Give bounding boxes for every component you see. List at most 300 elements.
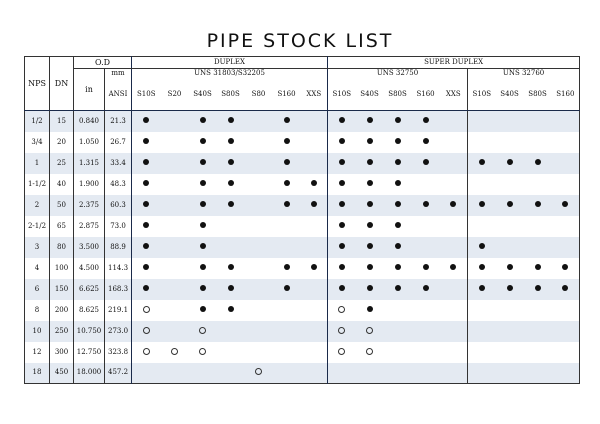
cell-stock-mark: [273, 111, 301, 132]
filled-circle-icon: [228, 117, 234, 123]
cell-stock-mark: [328, 111, 356, 132]
cell-dn: 15: [50, 111, 74, 132]
filled-circle-icon: [143, 243, 149, 249]
filled-circle-icon: [562, 201, 568, 207]
cell-stock-mark: [161, 363, 189, 384]
cell-stock-mark: [356, 111, 384, 132]
cell-stock-mark: [328, 363, 356, 384]
filled-circle-icon: [367, 201, 373, 207]
table-row: [25, 279, 580, 300]
cell-od-mm: 48.3: [105, 174, 132, 195]
filled-circle-icon: [535, 201, 541, 207]
cell-stock-mark: [189, 279, 217, 300]
filled-circle-icon: [423, 159, 429, 165]
header-schedule: S160: [552, 78, 580, 111]
cell-stock-mark: [412, 279, 440, 300]
cell-stock-mark: [273, 342, 301, 363]
cell-stock-mark: [161, 279, 189, 300]
cell-stock-mark: [189, 363, 217, 384]
filled-circle-icon: [395, 201, 401, 207]
filled-circle-icon: [507, 159, 513, 165]
cell-stock-mark: [273, 363, 301, 384]
cell-stock-mark: [412, 111, 440, 132]
cell-stock-mark: [440, 237, 468, 258]
header-od: O.D: [74, 57, 132, 69]
cell-stock-mark: [524, 153, 552, 174]
cell-stock-mark: [301, 363, 328, 384]
cell-dn: 200: [50, 300, 74, 321]
filled-circle-icon: [450, 264, 456, 270]
cell-stock-mark: [328, 321, 356, 342]
cell-stock-mark: [328, 174, 356, 195]
filled-circle-icon: [200, 306, 206, 312]
filled-circle-icon: [339, 243, 345, 249]
cell-stock-mark: [245, 153, 273, 174]
cell-stock-mark: [328, 300, 356, 321]
cell-stock-mark: [524, 363, 552, 384]
cell-stock-mark: [468, 216, 496, 237]
cell-stock-mark: [273, 174, 301, 195]
cell-stock-mark: [301, 321, 328, 342]
cell-stock-mark: [301, 132, 328, 153]
header-schedule: S160: [273, 78, 301, 111]
filled-circle-icon: [143, 285, 149, 291]
table-row: [25, 153, 580, 174]
cell-nps: 8: [34, 305, 40, 314]
header-od-mm: mm: [105, 69, 132, 79]
cell-dn: 150: [50, 279, 74, 300]
cell-od-in: 3.500: [74, 237, 105, 258]
filled-circle-icon: [367, 264, 373, 270]
open-circle-icon: [366, 327, 373, 334]
header-schedule: S80S: [217, 78, 245, 111]
filled-circle-icon: [311, 264, 317, 270]
cell-od-in: 10.750: [74, 321, 105, 342]
cell-od-mm: 88.9: [105, 237, 132, 258]
cell-stock-mark: [496, 195, 524, 216]
header-od-in: in: [74, 69, 105, 111]
filled-circle-icon: [423, 117, 429, 123]
filled-circle-icon: [395, 243, 401, 249]
cell-stock-mark: [189, 153, 217, 174]
cell-stock-mark: [328, 258, 356, 279]
filled-circle-icon: [450, 201, 456, 207]
cell-stock-mark: [356, 237, 384, 258]
cell-stock-mark: [384, 258, 412, 279]
filled-circle-icon: [284, 264, 290, 270]
header-duplex: DUPLEX: [132, 57, 328, 69]
filled-circle-icon: [143, 264, 149, 270]
filled-circle-icon: [395, 117, 401, 123]
table-row: [25, 132, 580, 153]
cell-stock-mark: [328, 153, 356, 174]
header-schedule: S40S: [356, 78, 384, 111]
filled-circle-icon: [228, 159, 234, 165]
cell-dn: 300: [50, 342, 74, 363]
cell-dn: 20: [50, 132, 74, 153]
cell-stock-mark: [356, 321, 384, 342]
cell-stock-mark: [328, 132, 356, 153]
cell-nps: 12: [32, 347, 42, 356]
cell-stock-mark: [412, 258, 440, 279]
cell-stock-mark: [496, 216, 524, 237]
filled-circle-icon: [143, 159, 149, 165]
cell-stock-mark: [356, 342, 384, 363]
cell-stock-mark: [161, 300, 189, 321]
cell-stock-mark: [217, 153, 245, 174]
cell-stock-mark: [468, 258, 496, 279]
cell-stock-mark: [132, 195, 161, 216]
cell-od-mm: 26.7: [105, 132, 132, 153]
filled-circle-icon: [228, 285, 234, 291]
cell-stock-mark: [440, 363, 468, 384]
cell-stock-mark: [384, 153, 412, 174]
page-title: PIPE STOCK LIST: [206, 30, 394, 52]
cell-stock-mark: [440, 174, 468, 195]
cell-stock-mark: [468, 342, 496, 363]
cell-stock-mark: [412, 300, 440, 321]
cell-nps: 6: [25, 279, 50, 300]
cell-stock-mark: [132, 153, 161, 174]
cell-od-mm: 273.0: [105, 321, 132, 342]
cell-od-mm: 168.3: [105, 279, 132, 300]
cell-stock-mark: [468, 321, 496, 342]
cell-stock-mark: [440, 279, 468, 300]
cell-stock-mark: [217, 321, 245, 342]
table-row: [25, 321, 580, 342]
cell-stock-mark: [245, 237, 273, 258]
cell-stock-mark: [328, 342, 356, 363]
filled-circle-icon: [339, 222, 345, 228]
open-circle-icon: [171, 348, 178, 355]
cell-od-in: 12.750: [74, 342, 105, 363]
cell-stock-mark: [524, 279, 552, 300]
cell-stock-mark: [301, 300, 328, 321]
filled-circle-icon: [284, 138, 290, 144]
cell-stock-mark: [217, 342, 245, 363]
filled-circle-icon: [367, 117, 373, 123]
filled-circle-icon: [423, 138, 429, 144]
header-dn: DN: [50, 57, 74, 111]
cell-stock-mark: [245, 195, 273, 216]
cell-stock-mark: [328, 216, 356, 237]
table-row: [25, 300, 580, 321]
cell-stock-mark: [468, 279, 496, 300]
cell-od-in: 1.050: [74, 132, 105, 153]
open-circle-icon: [338, 327, 345, 334]
cell-stock-mark: [132, 363, 161, 384]
cell-nps: 3: [25, 237, 50, 258]
cell-nps: 1: [25, 153, 50, 174]
cell-stock-mark: [161, 174, 189, 195]
cell-stock-mark: [356, 279, 384, 300]
header-schedule: XXS: [440, 78, 468, 111]
cell-stock-mark: [496, 153, 524, 174]
filled-circle-icon: [367, 180, 373, 186]
cell-stock-mark: [245, 363, 273, 384]
cell-stock-mark: [217, 237, 245, 258]
cell-stock-mark: [412, 132, 440, 153]
filled-circle-icon: [200, 138, 206, 144]
cell-stock-mark: [440, 153, 468, 174]
filled-circle-icon: [479, 243, 485, 249]
cell-stock-mark: [189, 111, 217, 132]
filled-circle-icon: [423, 285, 429, 291]
filled-circle-icon: [535, 159, 541, 165]
cell-stock-mark: [273, 132, 301, 153]
cell-stock-mark: [552, 174, 580, 195]
header-super-duplex: SUPER DUPLEX: [328, 57, 580, 69]
cell-stock-mark: [161, 216, 189, 237]
cell-stock-mark: [440, 216, 468, 237]
cell-stock-mark: [217, 363, 245, 384]
filled-circle-icon: [367, 306, 373, 312]
cell-stock-mark: [440, 321, 468, 342]
cell-stock-mark: [161, 132, 189, 153]
open-circle-icon: [143, 348, 150, 355]
cell-stock-mark: [552, 111, 580, 132]
cell-stock-mark: [552, 153, 580, 174]
cell-nps: 10: [25, 321, 50, 342]
filled-circle-icon: [395, 180, 401, 186]
filled-circle-icon: [395, 222, 401, 228]
cell-stock-mark: [189, 321, 217, 342]
header-schedule: S10S: [328, 78, 356, 111]
filled-circle-icon: [143, 201, 149, 207]
cell-stock-mark: [356, 132, 384, 153]
cell-stock-mark: [273, 216, 301, 237]
cell-stock-mark: [524, 300, 552, 321]
cell-stock-mark: [245, 279, 273, 300]
cell-stock-mark: [356, 153, 384, 174]
filled-circle-icon: [395, 264, 401, 270]
filled-circle-icon: [339, 159, 345, 165]
cell-stock-mark: [245, 258, 273, 279]
cell-stock-mark: [524, 342, 552, 363]
cell-stock-mark: [412, 153, 440, 174]
cell-dn: 450: [50, 363, 74, 384]
filled-circle-icon: [367, 222, 373, 228]
cell-dn: 80: [50, 237, 74, 258]
cell-stock-mark: [524, 237, 552, 258]
filled-circle-icon: [284, 285, 290, 291]
filled-circle-icon: [535, 285, 541, 291]
filled-circle-icon: [284, 201, 290, 207]
cell-stock-mark: [217, 195, 245, 216]
cell-stock-mark: [245, 132, 273, 153]
cell-stock-mark: [384, 132, 412, 153]
cell-stock-mark: [384, 279, 412, 300]
filled-circle-icon: [339, 201, 345, 207]
cell-stock-mark: [384, 237, 412, 258]
cell-stock-mark: [356, 195, 384, 216]
cell-stock-mark: [301, 342, 328, 363]
header-schedule: S40S: [496, 78, 524, 111]
filled-circle-icon: [562, 285, 568, 291]
cell-od-mm: 33.4: [105, 153, 132, 174]
cell-stock-mark: [189, 216, 217, 237]
cell-stock-mark: [217, 300, 245, 321]
header-ansi: ANSI: [105, 78, 132, 111]
cell-stock-mark: [273, 300, 301, 321]
filled-circle-icon: [395, 159, 401, 165]
cell-stock-mark: [496, 111, 524, 132]
cell-stock-mark: [245, 111, 273, 132]
filled-circle-icon: [143, 138, 149, 144]
filled-circle-icon: [395, 138, 401, 144]
filled-circle-icon: [143, 180, 149, 186]
cell-stock-mark: [132, 111, 161, 132]
cell-stock-mark: [468, 132, 496, 153]
cell-od-in: 18.000: [74, 363, 105, 384]
open-circle-icon: [366, 348, 373, 355]
filled-circle-icon: [479, 201, 485, 207]
filled-circle-icon: [423, 264, 429, 270]
filled-circle-icon: [367, 159, 373, 165]
cell-stock-mark: [468, 237, 496, 258]
header-schedule: S80S: [524, 78, 552, 111]
cell-dn: 250: [50, 321, 74, 342]
cell-stock-mark: [496, 258, 524, 279]
table-row: [25, 216, 580, 237]
cell-stock-mark: [301, 237, 328, 258]
cell-stock-mark: [496, 237, 524, 258]
filled-circle-icon: [479, 264, 485, 270]
cell-dn: 65: [50, 216, 74, 237]
cell-stock-mark: [496, 321, 524, 342]
cell-stock-mark: [468, 174, 496, 195]
cell-stock-mark: [189, 132, 217, 153]
cell-stock-mark: [189, 195, 217, 216]
filled-circle-icon: [479, 285, 485, 291]
cell-stock-mark: [273, 195, 301, 216]
cell-nps: 2: [25, 195, 50, 216]
cell-stock-mark: [412, 174, 440, 195]
filled-circle-icon: [367, 138, 373, 144]
filled-circle-icon: [367, 243, 373, 249]
cell-stock-mark: [273, 279, 301, 300]
cell-stock-mark: [384, 111, 412, 132]
cell-stock-mark: [552, 216, 580, 237]
cell-stock-mark: [412, 195, 440, 216]
cell-stock-mark: [301, 195, 328, 216]
cell-stock-mark: [245, 216, 273, 237]
table-row: [25, 342, 580, 363]
cell-stock-mark: [496, 300, 524, 321]
cell-stock-mark: [328, 279, 356, 300]
filled-circle-icon: [535, 264, 541, 270]
cell-stock-mark: [132, 216, 161, 237]
cell-stock-mark: [132, 279, 161, 300]
cell-stock-mark: [245, 321, 273, 342]
cell-stock-mark: [328, 237, 356, 258]
filled-circle-icon: [339, 264, 345, 270]
cell-stock-mark: [468, 300, 496, 321]
cell-stock-mark: [440, 300, 468, 321]
cell-od-in: 6.625: [74, 279, 105, 300]
cell-od-mm: 73.0: [105, 216, 132, 237]
cell-stock-mark: [552, 279, 580, 300]
header-uns-sd1: UNS 32750: [328, 69, 468, 79]
cell-stock-mark: [217, 279, 245, 300]
cell-od-mm: 219.1: [105, 300, 132, 321]
header-schedule: S10S: [132, 78, 161, 111]
cell-od-in: 1.900: [74, 174, 105, 195]
cell-stock-mark: [161, 195, 189, 216]
pipe-stock-table: [24, 56, 580, 384]
cell-stock-mark: [189, 258, 217, 279]
cell-stock-mark: [412, 342, 440, 363]
cell-stock-mark: [524, 174, 552, 195]
filled-circle-icon: [284, 117, 290, 123]
cell-od-in: 0.840: [74, 111, 105, 132]
cell-od-in: 2.375: [74, 195, 105, 216]
filled-circle-icon: [367, 285, 373, 291]
table-row: [25, 195, 580, 216]
cell-stock-mark: [132, 174, 161, 195]
open-circle-icon: [338, 348, 345, 355]
filled-circle-icon: [200, 243, 206, 249]
cell-stock-mark: [301, 216, 328, 237]
cell-stock-mark: [217, 258, 245, 279]
cell-stock-mark: [161, 237, 189, 258]
cell-stock-mark: [552, 132, 580, 153]
table-row: [25, 111, 580, 132]
cell-stock-mark: [524, 321, 552, 342]
cell-od-in: 2.875: [74, 216, 105, 237]
cell-stock-mark: [524, 216, 552, 237]
cell-stock-mark: [301, 153, 328, 174]
cell-stock-mark: [496, 132, 524, 153]
cell-stock-mark: [356, 300, 384, 321]
filled-circle-icon: [284, 180, 290, 186]
filled-circle-icon: [423, 201, 429, 207]
cell-stock-mark: [412, 321, 440, 342]
cell-stock-mark: [440, 258, 468, 279]
cell-stock-mark: [440, 195, 468, 216]
filled-circle-icon: [200, 264, 206, 270]
cell-stock-mark: [301, 258, 328, 279]
cell-stock-mark: [217, 216, 245, 237]
cell-stock-mark: [132, 321, 161, 342]
cell-od-mm: 114.3: [105, 258, 132, 279]
header-schedule: S80S: [384, 78, 412, 111]
filled-circle-icon: [228, 264, 234, 270]
cell-stock-mark: [468, 195, 496, 216]
table-row: [25, 237, 580, 258]
filled-circle-icon: [200, 180, 206, 186]
cell-stock-mark: [384, 216, 412, 237]
filled-circle-icon: [284, 159, 290, 165]
cell-od-mm: 457.2: [105, 363, 132, 384]
cell-stock-mark: [161, 342, 189, 363]
cell-stock-mark: [217, 174, 245, 195]
cell-stock-mark: [440, 132, 468, 153]
cell-stock-mark: [552, 258, 580, 279]
cell-dn: 100: [50, 258, 74, 279]
open-circle-icon: [338, 306, 345, 313]
cell-stock-mark: [384, 174, 412, 195]
cell-od-in: 1.315: [74, 153, 105, 174]
cell-stock-mark: [356, 216, 384, 237]
cell-stock-mark: [273, 321, 301, 342]
filled-circle-icon: [200, 222, 206, 228]
cell-stock-mark: [132, 132, 161, 153]
cell-stock-mark: [468, 363, 496, 384]
filled-circle-icon: [200, 201, 206, 207]
cell-stock-mark: [161, 258, 189, 279]
cell-od-mm: 21.3: [105, 111, 132, 132]
